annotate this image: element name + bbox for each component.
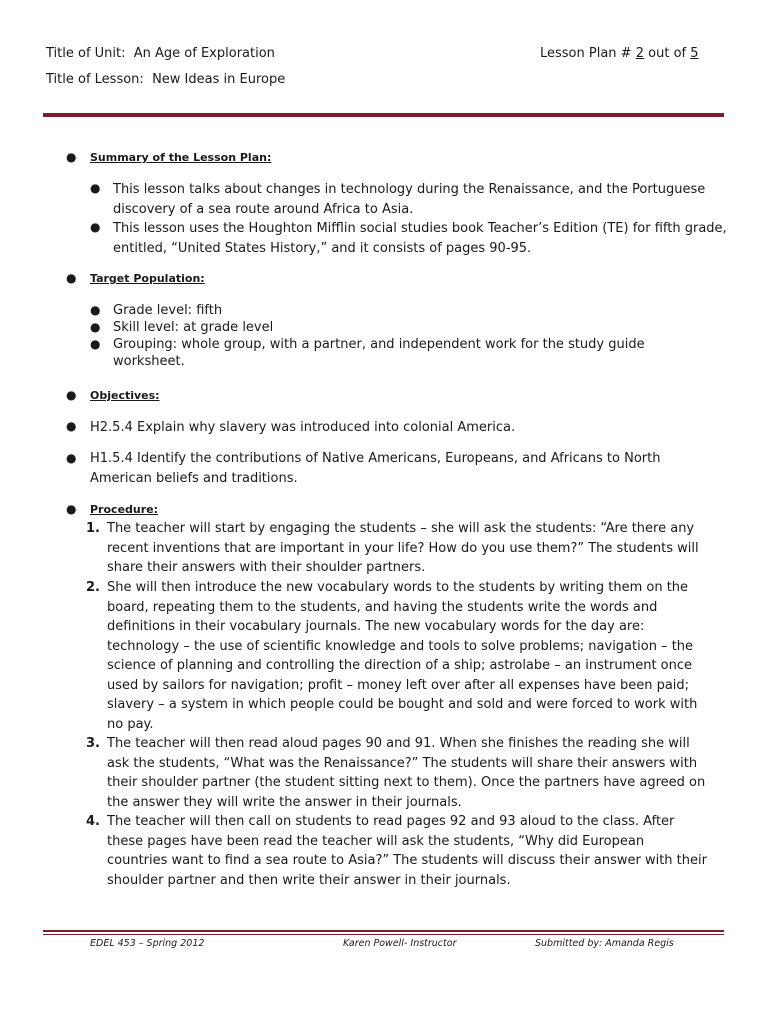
plan-total: 5 <box>690 46 699 61</box>
procedure-step: The teacher will then read aloud pages 90 and 91. When she finishes the reading she will ask the students, “What was the Renaissance?” The students will share their answers with their shoulder partner (the student sitting next to them). Once the partners have agreed on the answer they will write the answer in their journals. <box>107 736 706 810</box>
lesson-plan-number <box>540 46 699 62</box>
plan-out-of: out of <box>648 46 687 61</box>
bullet-icon: ● <box>66 419 77 433</box>
section-heading-procedure: Procedure: <box>90 503 159 516</box>
unit-label: Title of Unit: <box>46 46 126 61</box>
procedure-step: She will then introduce the new vocabulary words to the students by writing them on the board, repeating them to the students, and having the students write the words and definitions in their vocabulary journals. The new vocabulary words for the day are: technology – the use of scientific knowledge and tools to solve problems; navigation – the science of planning and controlling the direction of a ship; astrolabe – an instrument once used by sailors for navigation; profit – money left over after all expenses have been paid; slavery – a system in which people could be bought and sold and were forced to work with no pay. <box>107 580 698 732</box>
summary-item: This lesson uses the Houghton Mifflin social studies book Teacher’s Edition (TE) for fifth grade, entitled, “United States History,” and it consists of pages 90-95. <box>113 221 727 256</box>
plan-label: Lesson Plan # <box>540 46 632 61</box>
footer-submitted: Submitted by: Amanda Regis <box>535 938 674 949</box>
step-number: 2. <box>86 580 100 595</box>
lesson-label: Title of Lesson: <box>46 72 144 87</box>
objective-item: H1.5.4 Identify the contributions of Native Americans, Europeans, and Africans to North American beliefs and traditions. <box>90 451 661 486</box>
unit-title: An Age of Exploration <box>133 46 275 61</box>
bullet-icon: ● <box>90 181 101 195</box>
unit-title-line <box>46 46 275 62</box>
footer-divider <box>43 930 724 932</box>
list-item: Grade level: fifth <box>113 303 223 318</box>
bullet-icon: ● <box>66 502 77 516</box>
list-item-continued: worksheet. <box>113 354 185 369</box>
step-number: 1. <box>86 521 100 536</box>
list-item: Grouping: whole group, with a partner, and independent work for the study guide <box>113 337 645 352</box>
bullet-icon: ● <box>90 220 101 234</box>
procedure-step: The teacher will start by engaging the students – she will ask the students: “Are there any recent inventions that are important in your life? How do you use them?” The students will share their answers with their shoulder partners. <box>107 521 699 575</box>
bullet-icon: ● <box>66 388 77 402</box>
list-item: Skill level: at grade level <box>113 320 274 335</box>
bullet-icon: ● <box>90 303 101 317</box>
step-number: 3. <box>86 736 100 751</box>
footer-course: EDEL 453 – Spring 2012 <box>90 938 205 949</box>
footer-divider-thin <box>43 934 724 935</box>
header-divider <box>43 113 724 117</box>
bullet-icon: ● <box>90 337 101 351</box>
step-number: 4. <box>86 814 100 829</box>
summary-item: This lesson talks about changes in technology during the Renaissance, and the Portuguese discovery of a sea route around Africa to Asia. <box>113 182 706 217</box>
section-heading-objectives: Objectives: <box>90 389 160 402</box>
bullet-icon: ● <box>90 320 101 334</box>
plan-number: 2 <box>635 46 644 61</box>
footer-instructor: Karen Powell- Instructor <box>343 938 457 949</box>
section-heading-target: Target Population: <box>90 272 205 285</box>
bullet-icon: ● <box>66 271 77 285</box>
bullet-icon: ● <box>66 150 77 164</box>
lesson-title-line <box>46 72 285 88</box>
section-heading-summary: Summary of the Lesson Plan: <box>90 151 272 164</box>
bullet-icon: ● <box>66 451 77 465</box>
procedure-step: The teacher will then call on students to read pages 92 and 93 aloud to the class. After these pages have been read the teacher will ask the students, “Why did European countries want to find a sea route to Asia?” The students will discuss their answer with their shoulder partner and then write their answer in their journals. <box>107 814 707 888</box>
objective-item: H2.5.4 Explain why slavery was introduced into colonial America. <box>90 420 516 435</box>
lesson-title: New Ideas in Europe <box>152 72 286 87</box>
